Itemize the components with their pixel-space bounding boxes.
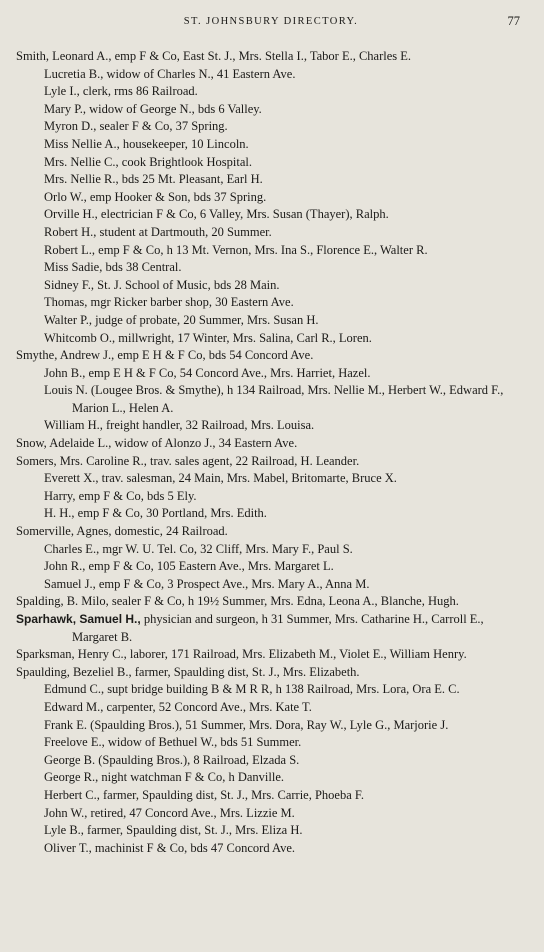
- directory-entry: [16, 840, 526, 858]
- directory-entry: [16, 787, 526, 805]
- entry-text: Lyle I., clerk, rms 86 Railroad.: [44, 84, 198, 99]
- entry-text: Spalding, B. Milo, sealer F & Co, h 19½ Summer, Mrs. Edna, Leona A., Blanche, Hugh.: [16, 594, 459, 609]
- entry-text: Somers, Mrs. Caroline R., trav. sales agent, 22 Railroad, H. Leander.: [16, 453, 360, 468]
- directory-entry: [16, 523, 526, 541]
- entry-text: John W., retired, 47 Concord Ave., Mrs. Lizzie M.: [44, 805, 295, 820]
- directory-entry: [16, 259, 526, 277]
- entry-text: Edmund C., supt bridge building B & M R R, h 138 Railroad, Mrs. Lora, Ora E. C.: [44, 682, 460, 697]
- directory-entry: [16, 347, 526, 365]
- directory-entry: [16, 505, 526, 523]
- directory-entry: [16, 558, 526, 576]
- entry-text: Edward M., carpenter, 52 Concord Ave., Mrs. Kate T.: [44, 699, 312, 714]
- entry-text: Mrs. Nellie R., bds 25 Mt. Pleasant, Earl H.: [44, 172, 263, 187]
- directory-entry: [16, 611, 526, 646]
- directory-entry: [16, 752, 526, 770]
- directory-entry: [16, 681, 526, 699]
- directory-entry: [16, 171, 526, 189]
- running-title: ST. JOHNSBURY DIRECTORY.: [183, 16, 359, 27]
- directory-entry: [16, 382, 526, 417]
- directory-entry: [16, 101, 526, 119]
- directory-entry: [16, 277, 526, 295]
- directory-entry: [16, 118, 526, 136]
- directory-entry: [16, 453, 526, 471]
- entry-text: Harry, emp F & Co, bds 5 Ely.: [44, 488, 197, 503]
- entry-text: Lucretia B., widow of Charles N., 41 Eastern Ave.: [44, 66, 296, 81]
- entry-text: Lyle B., farmer, Spaulding dist, St. J., Mrs. Eliza H.: [44, 823, 303, 838]
- entry-text: Miss Sadie, bds 38 Central.: [44, 260, 182, 275]
- directory-entry: [16, 646, 526, 664]
- directory-entry: [16, 312, 526, 330]
- entry-text: William H., freight handler, 32 Railroad, Mrs. Louisa.: [44, 418, 315, 433]
- directory-entry: [16, 189, 526, 207]
- entry-text: Mary P., widow of George N., bds 6 Valley.: [44, 101, 262, 116]
- entry-text: Myron D., sealer F & Co, 37 Spring.: [44, 119, 228, 134]
- directory-entry: [16, 822, 526, 840]
- entry-text: Whitcomb O., millwright, 17 Winter, Mrs. Salina, Carl R., Loren.: [44, 330, 372, 345]
- entry-text: Orville H., electrician F & Co, 6 Valley, Mrs. Susan (Thayer), Ralph.: [44, 207, 389, 222]
- directory-entry: [16, 154, 526, 172]
- entry-text: Charles E., mgr W. U. Tel. Co, 32 Cliff, Mrs. Mary F., Paul S.: [44, 541, 353, 556]
- directory-entry: [16, 206, 526, 224]
- entry-text: Sidney F., St. J. School of Music, bds 28 Main.: [44, 277, 280, 292]
- directory-entry: [16, 224, 526, 242]
- page-header: [16, 14, 526, 32]
- entry-text: Snow, Adelaide L., widow of Alonzo J., 34 Eastern Ave.: [16, 436, 298, 451]
- directory-entry: [16, 805, 526, 823]
- directory-entry: [16, 699, 526, 717]
- entry-text: John R., emp F & Co, 105 Eastern Ave., Mrs. Margaret L.: [44, 559, 334, 574]
- entry-text: Freelove E., widow of Bethuel W., bds 51 Summer.: [44, 735, 302, 750]
- directory-entry: [16, 576, 526, 594]
- directory-entry: [16, 717, 526, 735]
- directory-entry: [16, 734, 526, 752]
- directory-entry: [16, 66, 526, 84]
- entry-text: Samuel J., emp F & Co, 3 Prospect Ave., Mrs. Mary A., Anna M.: [44, 576, 370, 591]
- directory-entry: [16, 294, 526, 312]
- directory-entry: [16, 769, 526, 787]
- entry-text: Oliver T., machinist F & Co, bds 47 Concord Ave.: [44, 840, 296, 855]
- directory-entry: [16, 83, 526, 101]
- entry-text: Spaulding, Bezeliel B., farmer, Spaulding dist, St. J., Mrs. Elizabeth.: [16, 664, 360, 679]
- entry-text: Everett X., trav. salesman, 24 Main, Mrs. Mabel, Britomarte, Bruce X.: [44, 471, 397, 486]
- page-number: 77: [507, 14, 520, 28]
- directory-entry: [16, 48, 526, 66]
- directory-entries: [16, 48, 526, 857]
- directory-entry: [16, 488, 526, 506]
- entry-text: Robert H., student at Dartmouth, 20 Summer.: [44, 224, 272, 239]
- directory-entry: [16, 541, 526, 559]
- entry-text: Sparksman, Henry C., laborer, 171 Railroad, Mrs. Elizabeth M., Violet E., William Henry.: [16, 647, 467, 662]
- entry-text: Thomas, mgr Ricker barber shop, 30 Eastern Ave.: [44, 295, 294, 310]
- entry-text: John B., emp E H & F Co, 54 Concord Ave., Mrs. Harriet, Hazel.: [44, 365, 371, 380]
- entry-text: physician and surgeon, h 31 Summer, Mrs. Catharine H., Carroll E., Margaret B.: [72, 612, 484, 644]
- directory-entry: [16, 242, 526, 260]
- directory-entry: [16, 417, 526, 435]
- entry-text: Miss Nellie A., housekeeper, 10 Lincoln.: [44, 136, 249, 151]
- entry-text: George B. (Spaulding Bros.), 8 Railroad, Elzada S.: [44, 752, 300, 767]
- directory-entry: [16, 593, 526, 611]
- entry-name-bold: Sparhawk, Samuel H.,: [16, 612, 141, 626]
- entry-text: Robert L., emp F & Co, h 13 Mt. Vernon, Mrs. Ina S., Florence E., Walter R.: [44, 242, 428, 257]
- directory-entry: [16, 330, 526, 348]
- entry-text: Somerville, Agnes, domestic, 24 Railroad.: [16, 524, 228, 539]
- directory-entry: [16, 435, 526, 453]
- entry-text: Orlo W., emp Hooker & Son, bds 37 Spring.: [44, 189, 267, 204]
- entry-text: Frank E. (Spaulding Bros.), 51 Summer, Mrs. Dora, Ray W., Lyle G., Marjorie J.: [44, 717, 449, 732]
- directory-entry: [16, 664, 526, 682]
- entry-text: Smythe, Andrew J., emp E H & F Co, bds 54 Concord Ave.: [16, 348, 314, 363]
- entry-text: Walter P., judge of probate, 20 Summer, Mrs. Susan H.: [44, 312, 319, 327]
- entry-text: Louis N. (Lougee Bros. & Smythe), h 134 Railroad, Mrs. Nellie M., Herbert W., Edward F., Marion L., Helen A.: [44, 383, 504, 415]
- entry-text: Smith, Leonard A., emp F & Co, East St. J., Mrs. Stella I., Tabor E., Charles E.: [16, 49, 412, 63]
- entry-text: George R., night watchman F & Co, h Danville.: [44, 770, 285, 785]
- entry-text: Mrs. Nellie C., cook Brightlook Hospital.: [44, 154, 252, 169]
- entry-text: H. H., emp F & Co, 30 Portland, Mrs. Edith.: [44, 506, 267, 521]
- directory-entry: [16, 365, 526, 383]
- directory-entry: [16, 470, 526, 488]
- directory-entry: [16, 136, 526, 154]
- entry-text: Herbert C., farmer, Spaulding dist, St. J., Mrs. Carrie, Phoeba F.: [44, 787, 364, 802]
